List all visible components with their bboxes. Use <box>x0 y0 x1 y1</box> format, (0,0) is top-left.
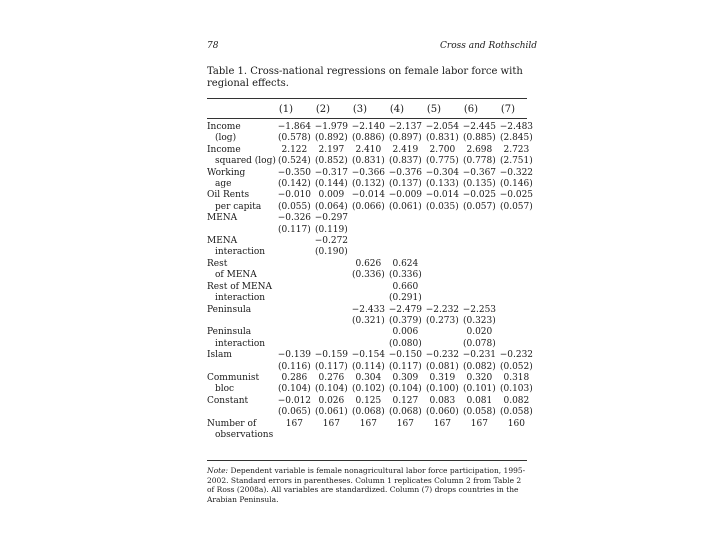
table-cell: (0.291) <box>388 293 422 304</box>
table-row <box>207 190 535 201</box>
table-cell: 0.083 <box>429 395 456 406</box>
table-cell <box>276 327 313 338</box>
table-cell: −2.445 <box>462 122 497 132</box>
table-cell <box>387 247 424 258</box>
table-cell: (0.144) <box>314 179 348 190</box>
table-cell: −0.322 <box>499 167 534 178</box>
table-cell: 0.009 <box>318 190 345 201</box>
table-cell <box>350 236 387 247</box>
table-cell: (0.102) <box>351 384 385 395</box>
table-cell: 2.700 <box>429 144 456 155</box>
table-cell <box>387 225 424 236</box>
column-header: (3) <box>352 104 368 115</box>
table-cell: 0.276 <box>318 372 345 383</box>
table-cell: −0.350 <box>277 167 312 178</box>
table-cell <box>350 339 387 350</box>
table-cell <box>424 225 461 236</box>
table-cell <box>350 225 387 236</box>
table-cell <box>461 430 498 441</box>
row-label: observations <box>215 429 274 440</box>
row-label: Peninsula <box>207 327 252 338</box>
bottom-rule <box>207 460 527 461</box>
table-cell: (0.055) <box>277 201 311 212</box>
table-cell <box>387 236 424 247</box>
table-cell: (0.116) <box>277 361 311 372</box>
table-cell <box>387 213 424 224</box>
table-cell: (0.060) <box>425 407 459 418</box>
table-cell <box>313 282 350 293</box>
table-cell <box>350 282 387 293</box>
table-cell: 0.020 <box>466 327 493 338</box>
table-cell <box>350 430 387 441</box>
table-cell: 0.319 <box>429 372 456 383</box>
table-cell <box>313 339 350 350</box>
page-number: 78 <box>207 41 219 51</box>
table-row <box>207 168 535 179</box>
row-label: Number of <box>207 418 257 429</box>
table-cell: (0.104) <box>314 384 348 395</box>
table-cell <box>424 270 461 281</box>
table-cell <box>313 305 350 316</box>
table-cell: −0.367 <box>462 167 497 178</box>
table-cell <box>498 293 535 304</box>
row-label <box>207 225 276 236</box>
table-cell <box>498 225 535 236</box>
table-cell: 0.026 <box>318 395 345 406</box>
table-row <box>207 236 535 247</box>
table-cell: −0.159 <box>314 350 349 361</box>
table-cell: (0.082) <box>462 361 496 372</box>
table-cell: 0.082 <box>503 395 530 406</box>
table-row <box>207 384 535 395</box>
table-cell: (2.845) <box>499 133 533 144</box>
table-caption: Table 1. Cross-national regressions on female labor force with regional effects. <box>207 66 523 89</box>
table-cell: −0.231 <box>462 350 497 361</box>
table-cell <box>350 327 387 338</box>
table-cell: −0.297 <box>314 213 349 224</box>
table-row <box>207 213 535 224</box>
table-cell: 2.723 <box>503 144 530 155</box>
table-cell: −0.376 <box>388 167 423 178</box>
table-cell: 167 <box>396 418 414 429</box>
table-cell <box>350 247 387 258</box>
table-cell <box>461 236 498 247</box>
table-cell <box>276 270 313 281</box>
regression-table <box>207 122 535 441</box>
row-label: interaction <box>215 247 266 258</box>
table-cell: (0.065) <box>277 407 311 418</box>
table-cell <box>461 259 498 270</box>
table-cell <box>498 213 535 224</box>
table-cell: −0.139 <box>277 350 312 361</box>
table-row <box>207 373 535 384</box>
table-cell: 2.419 <box>392 144 419 155</box>
row-label: squared (log) <box>215 156 276 167</box>
table-cell: (0.146) <box>499 179 533 190</box>
table-cell: (0.778) <box>462 156 496 167</box>
table-cell <box>387 430 424 441</box>
table-cell: −1.979 <box>314 122 349 132</box>
table-cell: (0.061) <box>314 407 348 418</box>
table-cell: (0.068) <box>388 407 422 418</box>
row-label: Income <box>207 144 241 155</box>
column-header: (6) <box>463 104 479 115</box>
table-cell: −0.232 <box>425 350 460 361</box>
table-cell: −2.232 <box>425 304 460 315</box>
table-cell: (0.190) <box>314 247 348 258</box>
table-cell: (0.142) <box>277 179 311 190</box>
table-cell <box>424 327 461 338</box>
table-cell: (0.852) <box>314 156 348 167</box>
table-cell: (0.323) <box>462 315 496 326</box>
table-cell: (0.117) <box>388 361 422 372</box>
table-cell: (0.114) <box>351 361 385 372</box>
row-label: Islam <box>207 350 232 361</box>
table-note <box>207 466 529 504</box>
table-cell <box>313 430 350 441</box>
table-cell: (0.775) <box>425 156 459 167</box>
table-row <box>207 293 535 304</box>
table-cell: (0.897) <box>388 133 422 144</box>
column-header: (7) <box>500 104 516 115</box>
row-label <box>207 316 276 327</box>
table-cell <box>498 316 535 327</box>
table-cell <box>313 327 350 338</box>
table-row <box>207 407 535 418</box>
column-header: (1) <box>278 104 294 115</box>
row-label: Oil Rents <box>207 190 250 201</box>
row-label: MENA <box>207 236 238 247</box>
table-cell: 2.410 <box>355 144 382 155</box>
table-row <box>207 179 535 190</box>
table-cell: (0.886) <box>351 133 385 144</box>
table-cell: −2.054 <box>425 122 460 132</box>
table-cell: −2.137 <box>388 122 423 132</box>
table-cell: (0.524) <box>277 156 311 167</box>
table-cell: (0.068) <box>351 407 385 418</box>
table-row <box>207 202 535 213</box>
row-label <box>207 362 276 373</box>
table-cell: (0.100) <box>425 384 459 395</box>
table-cell: 0.320 <box>466 372 493 383</box>
column-header: (5) <box>426 104 442 115</box>
row-label: Income <box>207 122 241 132</box>
table-cell <box>461 282 498 293</box>
table-cell: (0.379) <box>388 315 422 326</box>
table-cell: (0.885) <box>462 133 496 144</box>
table-cell: 0.006 <box>392 327 419 338</box>
table-row <box>207 327 535 338</box>
table-cell <box>350 213 387 224</box>
table-cell: (0.578) <box>277 133 311 144</box>
row-label: (log) <box>215 133 237 144</box>
table-cell: (0.064) <box>314 201 348 212</box>
table-cell <box>498 282 535 293</box>
table-cell: 0.624 <box>392 258 419 269</box>
table-cell <box>498 236 535 247</box>
table-cell: −0.304 <box>425 167 460 178</box>
table-cell: 167 <box>470 418 488 429</box>
table-row <box>207 133 535 144</box>
row-label: Communist <box>207 372 260 383</box>
table-cell: 0.286 <box>281 372 308 383</box>
table-cell <box>350 293 387 304</box>
header-rule <box>207 118 527 119</box>
table-cell <box>424 259 461 270</box>
table-cell: 0.081 <box>466 395 493 406</box>
table-row <box>207 362 535 373</box>
table-cell <box>424 339 461 350</box>
table-cell <box>276 305 313 316</box>
table-cell: −0.317 <box>314 167 349 178</box>
table-cell: −0.009 <box>388 190 423 201</box>
table-cell <box>276 293 313 304</box>
table-cell <box>276 430 313 441</box>
table-cell: (0.892) <box>314 133 348 144</box>
table-cell: (0.057) <box>462 201 496 212</box>
table-row <box>207 430 535 441</box>
table-cell: 167 <box>322 418 340 429</box>
table-row <box>207 145 535 156</box>
table-cell: 0.309 <box>392 372 419 383</box>
row-label: Constant <box>207 395 249 406</box>
column-header: (2) <box>315 104 331 115</box>
table-cell: (0.104) <box>277 384 311 395</box>
table-cell <box>498 259 535 270</box>
running-title: Cross and Rothschild <box>440 41 538 51</box>
note-lead: Note: <box>207 466 229 475</box>
row-label: Rest of MENA <box>207 281 272 292</box>
table-cell <box>424 293 461 304</box>
table-cell: −0.014 <box>425 190 460 201</box>
table-cell: (0.137) <box>388 179 422 190</box>
table-cell: −0.154 <box>351 350 386 361</box>
table-cell <box>424 282 461 293</box>
column-header: (4) <box>389 104 405 115</box>
table-cell: 167 <box>359 418 377 429</box>
table-cell: (0.061) <box>388 201 422 212</box>
table-cell <box>424 213 461 224</box>
table-cell <box>276 316 313 327</box>
table-cell: 0.127 <box>392 395 419 406</box>
table-row <box>207 259 535 270</box>
table-cell: 2.698 <box>466 144 493 155</box>
table-row <box>207 339 535 350</box>
table-cell: −0.025 <box>462 190 497 201</box>
row-label: age <box>215 179 232 190</box>
table-cell: (0.081) <box>425 361 459 372</box>
table-cell: (0.104) <box>388 384 422 395</box>
note-text: Dependent variable is female nonagricultural labor force participation, 1995-2002. Standard errors in parentheses. Column 1 replicates Column 2 from Table 2 of Ross (2008a). All variables are standardized. Column (7) drops countries in the Arabian Peninsula. <box>207 466 526 504</box>
table-cell <box>498 270 535 281</box>
table-cell <box>498 247 535 258</box>
table-cell <box>461 225 498 236</box>
table-cell: −1.864 <box>277 122 312 132</box>
table-cell: −0.326 <box>277 213 312 224</box>
table-cell <box>313 293 350 304</box>
table-cell: (0.080) <box>388 338 422 349</box>
table-cell: (0.078) <box>462 338 496 349</box>
table-cell: (0.336) <box>388 270 422 281</box>
table-cell <box>276 339 313 350</box>
table-row <box>207 156 535 167</box>
table-cell: (0.035) <box>425 201 459 212</box>
row-label: of MENA <box>215 270 257 281</box>
top-rule <box>207 98 527 99</box>
table-cell <box>498 430 535 441</box>
table-cell: (0.273) <box>425 315 459 326</box>
row-label: Peninsula <box>207 304 252 315</box>
table-cell: 0.304 <box>355 372 382 383</box>
table-cell: −2.479 <box>388 304 423 315</box>
table-cell: (0.119) <box>314 224 348 235</box>
row-label: Working <box>207 167 246 178</box>
table-row <box>207 225 535 236</box>
table-cell: (0.135) <box>462 179 496 190</box>
row-label: per capita <box>215 201 262 212</box>
table-cell <box>424 247 461 258</box>
table-cell <box>313 316 350 327</box>
table-cell <box>461 293 498 304</box>
table-cell: −2.483 <box>499 122 534 132</box>
table-cell: −0.272 <box>314 236 349 247</box>
table-cell: 0.318 <box>503 372 530 383</box>
table-row <box>207 396 535 407</box>
row-label <box>207 407 276 418</box>
table-cell: 2.197 <box>318 144 345 155</box>
table-cell: 2.122 <box>281 144 308 155</box>
row-label: interaction <box>215 293 266 304</box>
table-cell <box>461 213 498 224</box>
table-row <box>207 122 535 133</box>
table-cell <box>313 259 350 270</box>
table-cell: −2.140 <box>351 122 386 132</box>
table-row <box>207 350 535 361</box>
table-cell <box>498 305 535 316</box>
table-cell: (0.052) <box>499 361 533 372</box>
table-cell: −0.012 <box>277 395 312 406</box>
table-cell: (0.132) <box>351 179 385 190</box>
table-cell <box>424 430 461 441</box>
table-cell: 0.660 <box>392 281 419 292</box>
table-cell <box>276 247 313 258</box>
table-cell: −2.253 <box>462 304 497 315</box>
table-cell: (0.321) <box>351 315 385 326</box>
table-cell: (0.066) <box>351 201 385 212</box>
table-cell: (0.058) <box>499 407 533 418</box>
table-cell: (0.057) <box>499 201 533 212</box>
table-cell: (0.117) <box>314 361 348 372</box>
table-cell: −0.025 <box>499 190 534 201</box>
row-label: MENA <box>207 213 238 224</box>
table-cell <box>498 339 535 350</box>
table-cell: −2.433 <box>351 304 386 315</box>
table-cell <box>276 259 313 270</box>
table-cell: −0.232 <box>499 350 534 361</box>
table-cell <box>424 236 461 247</box>
table-cell: (0.336) <box>351 270 385 281</box>
table-row <box>207 305 535 316</box>
table-row <box>207 419 535 430</box>
table-row <box>207 316 535 327</box>
table-cell: 167 <box>285 418 303 429</box>
table-cell <box>461 247 498 258</box>
table-cell: (0.831) <box>351 156 385 167</box>
table-cell: 0.125 <box>355 395 382 406</box>
table-cell: 160 <box>507 418 525 429</box>
table-cell: −0.150 <box>388 350 423 361</box>
table-cell <box>276 282 313 293</box>
table-row <box>207 282 535 293</box>
table-cell: (0.058) <box>462 407 496 418</box>
table-cell <box>313 270 350 281</box>
table-cell: (0.103) <box>499 384 533 395</box>
table-cell: (0.101) <box>462 384 496 395</box>
table-cell: −0.010 <box>277 190 312 201</box>
table-cell: (2.751) <box>499 156 533 167</box>
table-row <box>207 247 535 258</box>
table-cell: (0.133) <box>425 179 459 190</box>
table-cell: 167 <box>433 418 451 429</box>
table-cell: −0.014 <box>351 190 386 201</box>
row-label: Rest <box>207 258 228 269</box>
table-cell <box>461 270 498 281</box>
table-cell <box>276 236 313 247</box>
table-row <box>207 270 535 281</box>
row-label: bloc <box>215 384 235 395</box>
table-cell <box>498 327 535 338</box>
table-cell: −0.366 <box>351 167 386 178</box>
table-cell: 0.626 <box>355 258 382 269</box>
row-label: interaction <box>215 338 266 349</box>
table-cell: (0.831) <box>425 133 459 144</box>
table-cell: (0.117) <box>277 224 311 235</box>
table-cell: (0.837) <box>388 156 422 167</box>
